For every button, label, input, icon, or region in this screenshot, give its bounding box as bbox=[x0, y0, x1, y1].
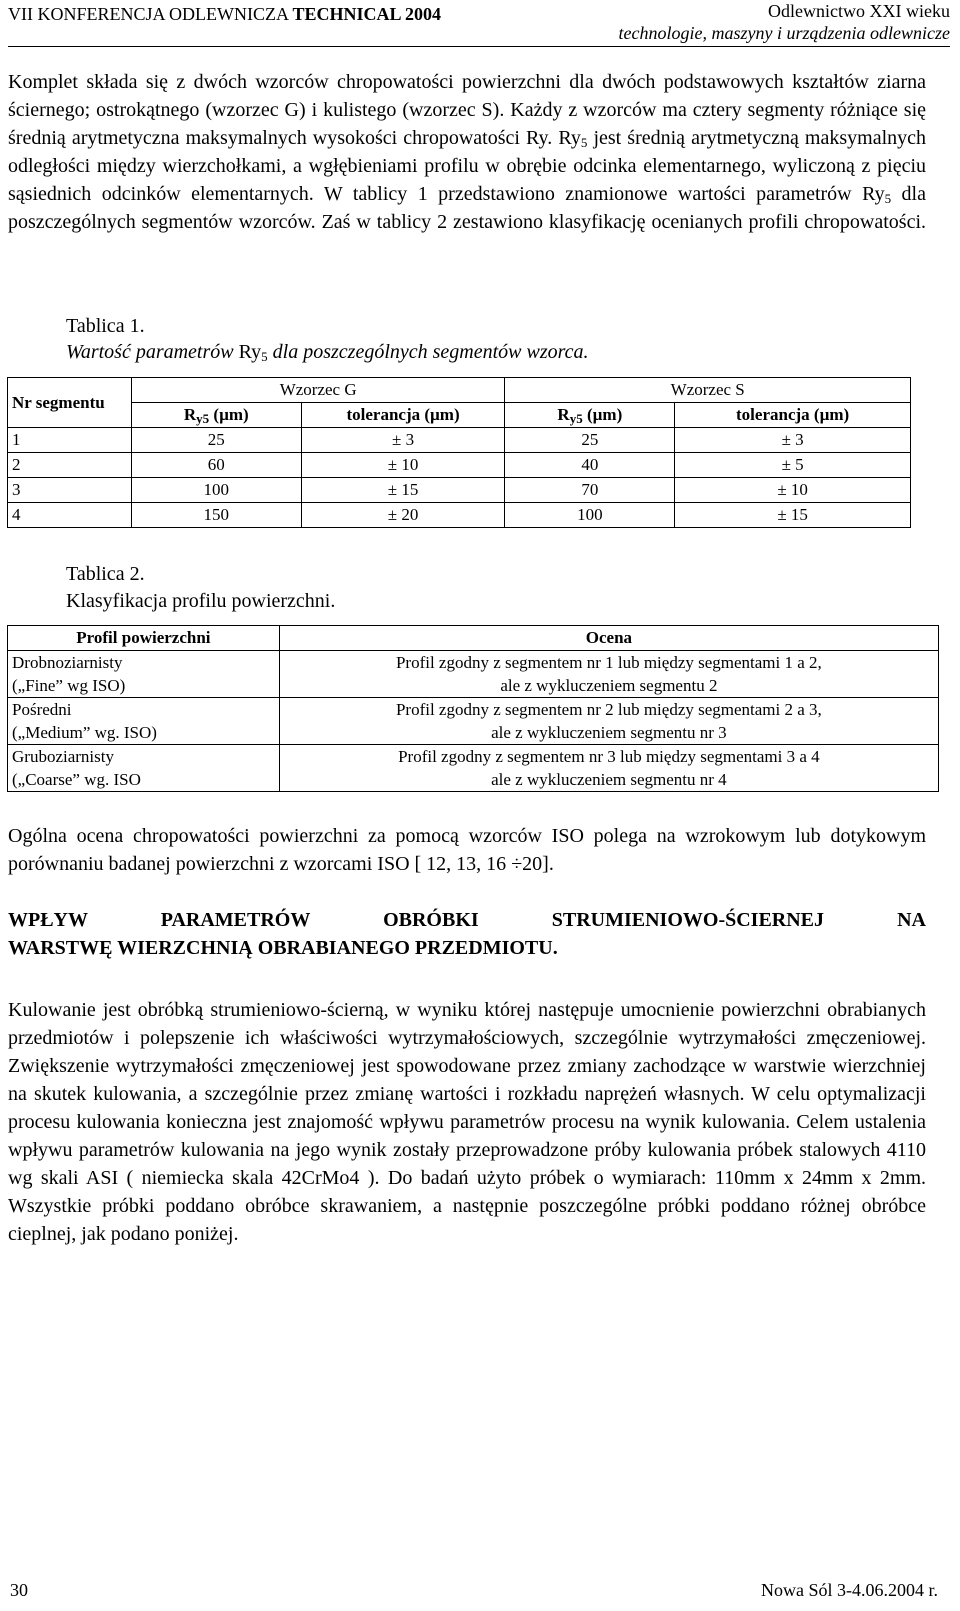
table-ry5-values bbox=[7, 377, 911, 528]
header-segment-number: Nr segmentu bbox=[8, 378, 132, 428]
cell-g-ry5: 100 bbox=[131, 478, 301, 503]
table-row bbox=[8, 503, 911, 528]
table1-header-row bbox=[8, 378, 911, 403]
cell-s-tolerance: ± 3 bbox=[675, 428, 911, 453]
table1-label: Tablica 1. bbox=[66, 315, 145, 337]
table2-label: Tablica 2. bbox=[66, 563, 145, 585]
header-pattern-g: Wzorzec G bbox=[131, 378, 505, 403]
cell-g-tolerance: ± 15 bbox=[301, 478, 505, 503]
cell-rating: Profil zgodny z segmentem nr 1 lub między segmentami 1 a 2, ale z wykluczeniem segmentu 2 bbox=[279, 651, 938, 698]
table1-caption: Wartość parametrów $Ry_5$ dla poszczególnych segmentów wzorca. bbox=[66, 341, 589, 364]
cell-s-tolerance: ± 15 bbox=[675, 503, 911, 528]
cell-g-ry5: 150 bbox=[131, 503, 301, 528]
table-row bbox=[8, 478, 911, 503]
table-row bbox=[8, 698, 939, 745]
cell-s-ry5: 25 bbox=[505, 428, 675, 453]
cell-g-tolerance: ± 3 bbox=[301, 428, 505, 453]
cell-profile: Drobnoziarnisty („Fine” wg ISO) bbox=[8, 651, 280, 698]
cell-s-tolerance: ± 10 bbox=[675, 478, 911, 503]
footer-location-date: Nowa Sól 3-4.06.2004 r. bbox=[761, 1580, 938, 1600]
journal-title-line2: technologie, maszyny i urządzenia odlewnicze bbox=[618, 23, 950, 43]
table2-header-row bbox=[8, 626, 939, 651]
cell-nr: 3 bbox=[8, 478, 132, 503]
journal-title bbox=[619, 0, 950, 44]
header-surface-profile: Profil powierzchni bbox=[8, 626, 280, 651]
journal-title-line1: Odlewnictwo XXI wieku bbox=[768, 1, 950, 21]
table-row bbox=[8, 453, 911, 478]
page-number: 30 bbox=[10, 1580, 28, 1600]
intro-paragraph: Komplet składa się z dwóch wzorców chropowatości powierzchni dla dwóch podstawowych kształtów ziarna ściernego; ostrokątnego (wzorzec G) i kulistego (wzorzec S). Każdy z wzorców ma cztery segmenty różniące się średnią arytmetyczna maksymalnych wysokości chropowatości Ry. $Ry_5$ jest średnią arytmetyczną maksymalnych odległości między wierzchołkami, a wgłębieniami profilu w obrębie odcinka elementarnego, wyliczoną z pięciu sąsiednich odcinków elementarnych. W tablicy 1 przedstawiono znamionowe wartości parametrów $Ry_5$ dla poszczególnych segmentów wzorców. Zaś w tablicy 2 zestawiono klasyfikację ocenianych profili chropowatości. bbox=[8, 71, 927, 233]
body-paragraph: Kulowanie jest obróbką strumieniowo-ścierną, w wyniku której następuje umocnienie powierzchni obrabianych przedmiotów i polepszenie ich właściwości wytrzymałościowych, szczególnie wytrzymałości zmęczeniowej. Zwiększenie wytrzymałości zmęczeniowej jest spowodowane przez zmiany zachodzące w warstwie wierzchniej na skutek kulowania, a szczególnie przez zmianę wartości i rozkładu naprężeń własnych. W celu optymalizacji procesu kulowania konieczna jest znajomość wpływu parametrów procesu na wynik kulowania. Celem ustalenia wpływu parametrów kulowania na jego wynik zostały przeprowadzone próby kulowania próbek stalowych 4110 wg skali ASI ( niemiecka skala 42CrMo4 ). Do badań użyto próbek o wymiarach: 110mm x 24mm x 2mm. Wszystkie próbki poddano obróbce skrawaniem, a następnie poszczególne próbki poddano różnej obróbce cieplnej, jak podano poniżej. bbox=[8, 999, 926, 1245]
table2-caption: Klasyfikacja profilu powierzchni. bbox=[66, 590, 336, 612]
cell-g-ry5: 60 bbox=[131, 453, 301, 478]
cell-rating: Profil zgodny z segmentem nr 2 lub między segmentami 2 a 3, ale z wykluczeniem segmentu nr 3 bbox=[279, 698, 938, 745]
table-row bbox=[8, 428, 911, 453]
cell-profile: Gruboziarnisty („Coarse” wg. ISO bbox=[8, 745, 280, 792]
cell-g-tolerance: ± 10 bbox=[301, 453, 505, 478]
cell-g-tolerance: ± 20 bbox=[301, 503, 505, 528]
table-surface-classification bbox=[7, 625, 939, 792]
range-symbol: ÷ bbox=[511, 853, 523, 875]
table-row bbox=[8, 651, 939, 698]
cell-s-tolerance: ± 5 bbox=[675, 453, 911, 478]
table1-subheader-row bbox=[8, 403, 911, 428]
general-assessment-paragraph: Ogólna ocena chropowatości powierzchni za pomocą wzorców ISO polega na wzrokowym lub dotykowym porównaniu badanej powierzchni z wzorcami ISO [ 12, 13, 16 ÷20]. bbox=[8, 825, 926, 875]
cell-s-ry5: 40 bbox=[505, 453, 675, 478]
cell-nr: 4 bbox=[8, 503, 132, 528]
cell-nr: 1 bbox=[8, 428, 132, 453]
cell-s-ry5: 70 bbox=[505, 478, 675, 503]
header-pattern-s: Wzorzec S bbox=[505, 378, 911, 403]
cell-s-ry5: 100 bbox=[505, 503, 675, 528]
subheader-s-ry5: $R_{y5}$ (µm) bbox=[505, 403, 675, 428]
cell-rating: Profil zgodny z segmentem nr 3 lub między segmentami 3 a 4 ale z wykluczeniem segmentu nr 4 bbox=[279, 745, 938, 792]
table-row bbox=[8, 745, 939, 792]
cell-g-ry5: 25 bbox=[131, 428, 301, 453]
conference-title: VII KONFERENCJA ODLEWNICZA TECHNICAL 2004 bbox=[8, 4, 442, 24]
conference-title-bold: TECHNICAL 2004 bbox=[292, 4, 442, 24]
subheader-g-tolerance: tolerancja (µm) bbox=[301, 403, 505, 428]
subheader-s-tolerance: tolerancja (µm) bbox=[675, 403, 911, 428]
section-heading-line2: WARSTWĘ WIERZCHNIĄ OBRABIANEGO PRZEDMIOTU. bbox=[8, 937, 558, 959]
page-header bbox=[8, 0, 950, 47]
cell-nr: 2 bbox=[8, 453, 132, 478]
cell-profile: Pośredni („Medium” wg. ISO) bbox=[8, 698, 280, 745]
section-heading-line1: WPŁYW PARAMETRÓW OBRÓBKI STRUMIENIOWO-ŚCIERNEJ NA bbox=[8, 909, 926, 931]
subheader-g-ry5: $R_{y5}$ (µm) bbox=[131, 403, 301, 428]
header-rating: Ocena bbox=[279, 626, 938, 651]
